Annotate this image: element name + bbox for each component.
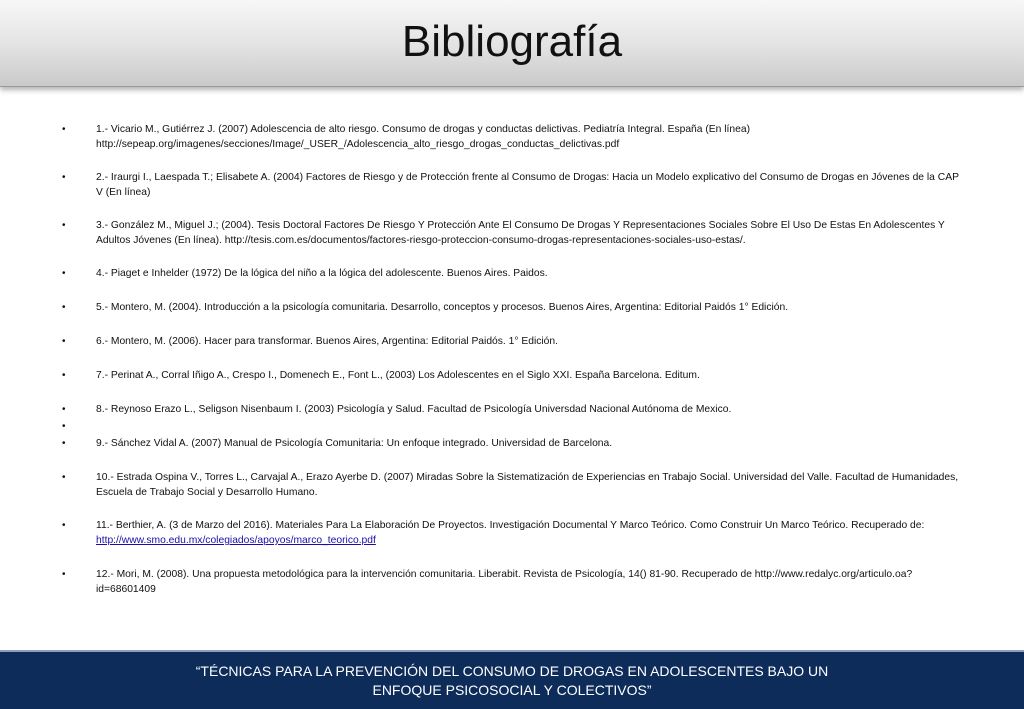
reference-item — [62, 300, 962, 315]
reference-item — [62, 436, 962, 451]
reference-item — [62, 518, 962, 548]
bullet-icon: • — [62, 336, 66, 347]
reference-text: 9.- Sánchez Vidal A. (2007) Manual de Psicología Comunitaria: Un enfoque integrado. Universidad de Barcelona. — [96, 438, 613, 449]
reference-text: 7.- Perinat A., Corral Iñigo A., Crespo I., Domenech E., Font L., (2003) Los Adolescentes en el Siglo XXI. España Barcelona. Editum. — [96, 370, 700, 381]
reference-text: 12.- Mori, M. (2008). Una propuesta metodológica para la intervención comunitaria. Liberabit. Revista de Psicología, 14() 81-90. Recuperado de http://www.redalyc.org/articulo.oa?id=68601409 — [96, 569, 913, 595]
reference-item — [62, 402, 962, 417]
bullet-icon: • — [62, 370, 66, 381]
reference-text: 2.- Iraurgi I., Laespada T.; Elisabete A. (2004) Factores de Riesgo y de Protección frente al Consumo de Drogas: Hacia un Modelo explicativo del Consumo de Drogas en Jóvenes de la CAP V (En línea) — [96, 172, 959, 198]
reference-text: 10.- Estrada Ospina V., Torres L., Carvajal A., Erazo Ayerbe D. (2007) Miradas Sobre la Sistematización de Experiencias en Trabajo Social. Universidad del Valle. Facultad de Humanidades, Escuela de Trabajo Social y Desarrollo Humano. — [96, 472, 959, 498]
reference-text: 8.- Reynoso Erazo L., Seligson Nisenbaum I. (2003) Psicología y Salud. Facultad de Psicología Universdad Nacional Autónoma de Mexico. — [96, 404, 732, 415]
reference-item — [62, 334, 962, 349]
reference-text: 6.- Montero, M. (2006). Hacer para transformar. Buenos Aires, Argentina: Editorial Paidós. 1° Edición. — [96, 336, 558, 347]
reference-link[interactable]: http://www.smo.edu.mx/colegiados/apoyos/marco_teorico.pdf — [96, 535, 376, 546]
empty-bullet-icon: • — [62, 421, 66, 432]
bullet-icon: • — [62, 472, 66, 483]
reference-text: 3.- González M., Miguel J.; (2004). Tesis Doctoral Factores De Riesgo Y Protección Ante El Consumo De Drogas Y Representaciones Sociales Sobre El Uso De Estas En Adolescentes Y Adultos Jóvenes (En línea). http://tesis.com.es/documentos/factores-riesgo-proteccion-consumo-drogas-representaciones-sociales-uso-estas/. — [96, 220, 945, 246]
reference-text: 4.- Piaget e Inhelder (1972) De la lógica del niño a la lógica del adolescente. Buenos Aires. Paidos. — [96, 268, 548, 279]
bullet-icon: • — [62, 220, 66, 231]
bullet-icon: • — [62, 172, 66, 183]
bullet-icon: • — [62, 302, 66, 313]
reference-text: 11.- Berthier, A. (3 de Marzo del 2016). Materiales Para La Elaboración De Proyectos. Investigación Documental Y Marco Teórico. Como Construir Un Marco Teórico. Recuperado de: — [96, 520, 925, 531]
reference-text: 5.- Montero, M. (2004). Introducción a la psicología comunitaria. Desarrollo, conceptos y procesos. Buenos Aires, Argentina: Editorial Paidós 1° Edición. — [96, 302, 789, 313]
bullet-icon: • — [62, 438, 66, 449]
reference-item — [62, 266, 962, 281]
reference-item — [62, 567, 962, 597]
footer-banner — [0, 650, 1024, 709]
reference-item — [62, 122, 962, 152]
bullet-icon: • — [62, 520, 66, 531]
bullet-icon: • — [62, 124, 66, 135]
reference-item — [62, 170, 962, 200]
slide-title: Bibliografía — [401, 17, 623, 66]
reference-item — [62, 470, 962, 500]
footer-title: “TÉCNICAS PARA LA PREVENCIÓN DEL CONSUMO DE DROGAS EN ADOLESCENTES BAJO UN ENFOQUE PSICOSOCIAL Y COLECTIVOS” — [195, 663, 829, 698]
reference-item — [62, 218, 962, 248]
bullet-icon: • — [62, 268, 66, 279]
bullet-icon: • — [62, 404, 66, 415]
reference-item — [62, 368, 962, 383]
bullet-icon: • — [62, 569, 66, 580]
reference-text: 1.- Vicario M., Gutiérrez J. (2007) Adolescencia de alto riesgo. Consumo de drogas y conductas delictivas. Pediatría Integral. España (En línea) http://sepeap.org/imagenes/secciones/Image/_USER_/Adolescencia_alto_riesgo_drogas_conductas_delictivas.pdf — [96, 124, 751, 150]
